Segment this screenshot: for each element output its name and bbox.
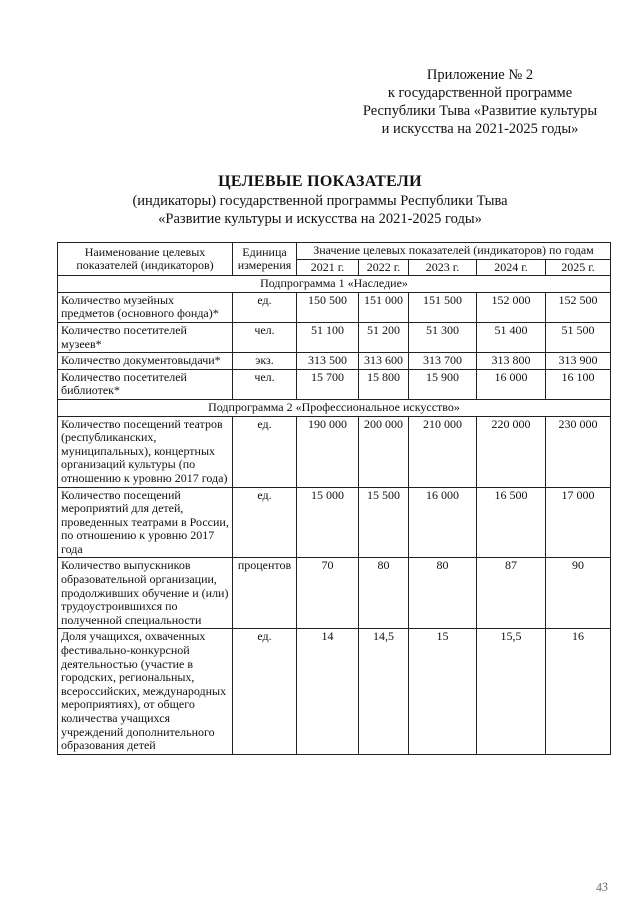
indicator-name: Количество выпускников образовательной организации, продолживших обучение и (или) трудоустроившихся по полученной специальности [58,558,233,629]
year-2025: 2025 г. [546,259,611,276]
title-main: ЦЕЛЕВЫЕ ПОКАЗАТЕЛИ [218,173,422,190]
indicator-unit: чел. [233,369,297,399]
value-2022: 51 200 [359,322,409,352]
indicator-name: Количество музейных предметов (основного фонда)* [58,292,233,322]
value-2024: 313 800 [477,353,546,370]
year-2024: 2024 г. [477,259,546,276]
table-row [58,558,611,629]
indicator-unit: ед. [233,487,297,558]
table-row [58,369,611,399]
value-2021: 51 100 [297,322,359,352]
year-2022: 2022 г. [359,259,409,276]
value-2022: 313 600 [359,353,409,370]
indicator-unit: экз. [233,353,297,370]
value-2024: 51 400 [477,322,546,352]
table-row [58,629,611,754]
value-2022: 151 000 [359,292,409,322]
header-name: Наименование целевых показателей (индикаторов) [58,243,233,276]
title-subtitle-2: «Развитие культуры и искусства на 2021-2025 годы» [158,211,482,227]
value-2022: 15 500 [359,487,409,558]
indicator-name: Доля учащихся, охваченных фестивально-конкурсной деятельностью (участие в городских, региональных, всероссийских, международных мероприятиях), от общего количества учащихся учреждений дополнительного образования детей [58,629,233,754]
table-row [58,353,611,370]
subprogram-row [58,276,611,293]
value-2025: 16 [546,629,611,754]
indicator-name: Количество посещений мероприятий для детей, проведенных театрами в России, по отношению к уровню 2017 года [58,487,233,558]
value-2024: 15,5 [477,629,546,754]
subprogram-2-title: Подпрограмма 2 «Профессиональное искусство» [58,399,611,416]
value-2025: 16 100 [546,369,611,399]
appendix-line-4: и искусства на 2021-2025 годы» [381,121,579,137]
value-2023: 151 500 [409,292,477,322]
value-2023: 210 000 [409,416,477,487]
indicator-unit: чел. [233,322,297,352]
value-2021: 15 000 [297,487,359,558]
value-2024: 16 000 [477,369,546,399]
indicator-unit: ед. [233,416,297,487]
value-2022: 80 [359,558,409,629]
table-row [58,416,611,487]
title-subtitle-1: (индикаторы) государственной программы Республики Тыва [132,193,508,209]
value-2021: 150 500 [297,292,359,322]
table-row [58,487,611,558]
indicator-name: Количество документовыдачи* [58,353,233,370]
appendix-line-1: Приложение № 2 [426,67,534,83]
subprogram-row [58,399,611,416]
value-2025: 313 900 [546,353,611,370]
appendix-line-3: Республики Тыва «Развитие культуры [362,103,598,119]
header-values: Значение целевых показателей (индикаторов) по годам [297,243,611,260]
value-2023: 15 900 [409,369,477,399]
header-unit: Единица измерения [233,243,297,276]
indicator-unit: ед. [233,629,297,754]
value-2023: 51 300 [409,322,477,352]
appendix-line-2: к государственной программе [387,85,573,101]
table-row [58,292,611,322]
value-2023: 16 000 [409,487,477,558]
value-2023: 15 [409,629,477,754]
value-2022: 15 800 [359,369,409,399]
subprogram-1-title: Подпрограмма 1 «Наследие» [58,276,611,293]
document-title [0,172,640,228]
page-number-mark: 43 [595,879,609,895]
indicators-table [57,242,611,755]
value-2021: 15 700 [297,369,359,399]
value-2023: 313 700 [409,353,477,370]
year-2021: 2021 г. [297,259,359,276]
year-2023: 2023 г. [409,259,477,276]
value-2024: 152 000 [477,292,546,322]
value-2025: 90 [546,558,611,629]
value-2025: 51 500 [546,322,611,352]
value-2021: 313 500 [297,353,359,370]
value-2023: 80 [409,558,477,629]
value-2021: 70 [297,558,359,629]
value-2024: 16 500 [477,487,546,558]
indicator-name: Количество посетителей музеев* [58,322,233,352]
table-header-row [58,243,611,260]
indicator-unit: ед. [233,292,297,322]
value-2021: 190 000 [297,416,359,487]
value-2025: 230 000 [546,416,611,487]
value-2025: 17 000 [546,487,611,558]
value-2022: 14,5 [359,629,409,754]
indicator-name: Количество посетителей библиотек* [58,369,233,399]
value-2024: 87 [477,558,546,629]
value-2022: 200 000 [359,416,409,487]
appendix-header [330,66,630,138]
indicator-name: Количество посещений театров (республиканских, муниципальных), концертных организаций культуры (по отношению к уровню 2017 года) [58,416,233,487]
table-row [58,322,611,352]
value-2025: 152 500 [546,292,611,322]
indicator-unit: процентов [233,558,297,629]
value-2021: 14 [297,629,359,754]
value-2024: 220 000 [477,416,546,487]
